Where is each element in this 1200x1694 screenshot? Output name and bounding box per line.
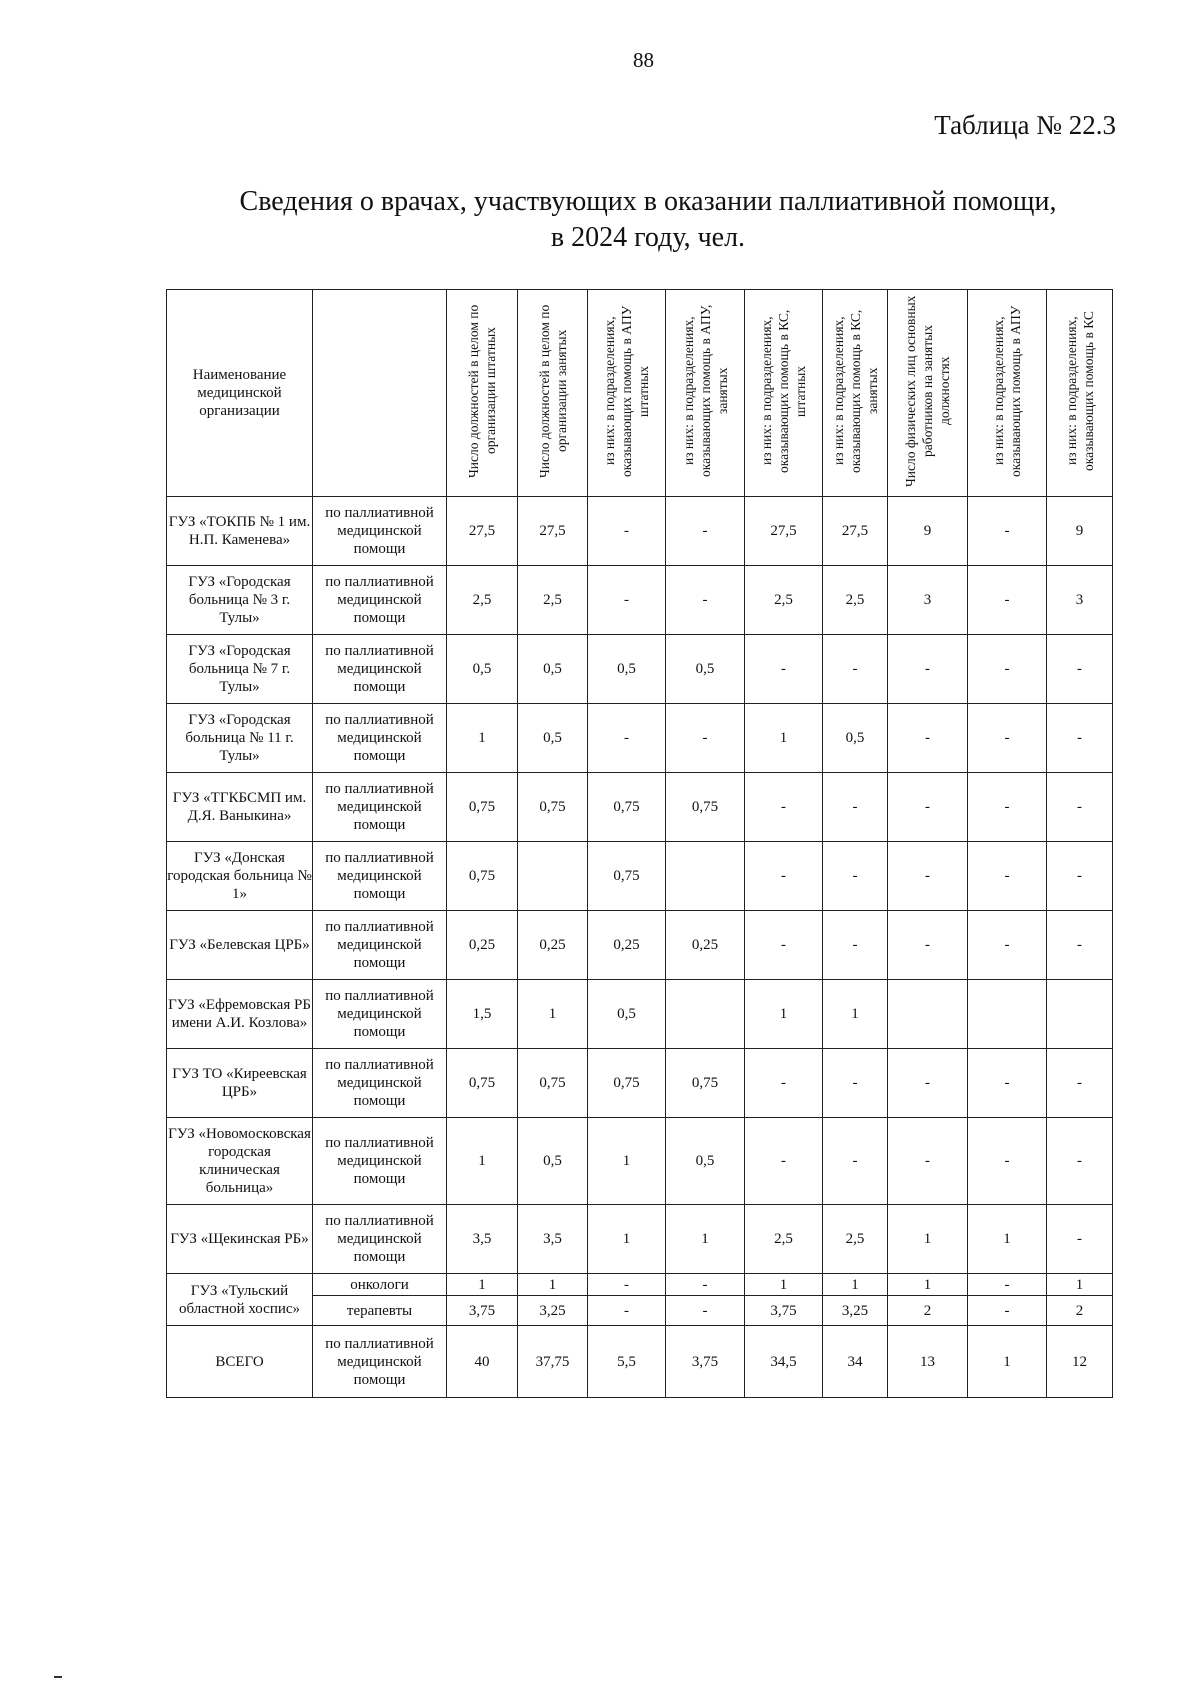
value-cell: 0,5 xyxy=(666,635,745,704)
value-cell: - xyxy=(968,1274,1047,1296)
header-c4-label: из них: в подразделениях, оказывающих помощь в АПУ, занятых xyxy=(680,304,730,477)
table-row xyxy=(167,704,1113,773)
value-cell: 1 xyxy=(745,980,823,1049)
value-cell: - xyxy=(888,704,968,773)
value-cell: 0,5 xyxy=(518,704,588,773)
value-cell: - xyxy=(968,635,1047,704)
value-cell: 1 xyxy=(518,980,588,1049)
margin-mark xyxy=(54,1676,62,1678)
table-row xyxy=(167,635,1113,704)
value-cell: 0,5 xyxy=(588,635,666,704)
specialty: по паллиативной медицинской помощи xyxy=(313,635,447,704)
value-cell: 2 xyxy=(1047,1296,1113,1326)
value-cell: 0,75 xyxy=(518,1049,588,1118)
value-cell: 1 xyxy=(588,1205,666,1274)
value-cell: - xyxy=(1047,773,1113,842)
value-cell: 2,5 xyxy=(745,1205,823,1274)
organization-name: ГУЗ «Новомосковская городская клиническая больница» xyxy=(167,1118,313,1205)
value-cell xyxy=(518,842,588,911)
value-cell: 0,5 xyxy=(666,1118,745,1205)
value-cell: - xyxy=(888,1049,968,1118)
value-cell: 2 xyxy=(888,1296,968,1326)
value-cell: - xyxy=(1047,1205,1113,1274)
value-cell: - xyxy=(745,842,823,911)
title-line-2: в 2024 году, чел. xyxy=(550,222,746,253)
value-cell: - xyxy=(1047,704,1113,773)
header-c2 xyxy=(518,290,588,497)
table-row xyxy=(167,1274,1113,1296)
value-cell: - xyxy=(745,911,823,980)
organization-name: ГУЗ «Городская больница № 7 г. Тулы» xyxy=(167,635,313,704)
header-c4 xyxy=(666,290,745,497)
value-cell: 0,75 xyxy=(447,842,518,911)
value-cell: - xyxy=(823,635,888,704)
value-cell: 2,5 xyxy=(447,566,518,635)
value-cell: 2,5 xyxy=(823,1205,888,1274)
value-cell: - xyxy=(666,1296,745,1326)
value-cell: 5,5 xyxy=(588,1326,666,1398)
table-row xyxy=(167,842,1113,911)
value-cell: - xyxy=(666,704,745,773)
value-cell: - xyxy=(745,773,823,842)
table-row xyxy=(167,497,1113,566)
value-cell: - xyxy=(1047,1049,1113,1118)
header-c5-label: из них: в подразделениях, оказывающих помощь в КС, штатных xyxy=(759,308,808,473)
value-cell: 27,5 xyxy=(518,497,588,566)
value-cell: - xyxy=(588,704,666,773)
value-cell: - xyxy=(968,704,1047,773)
value-cell: 9 xyxy=(1047,497,1113,566)
header-c1 xyxy=(447,290,518,497)
specialty: по паллиативной медицинской помощи xyxy=(313,1118,447,1205)
value-cell: 27,5 xyxy=(745,497,823,566)
specialty: по паллиативной медицинской помощи xyxy=(313,1049,447,1118)
value-cell: - xyxy=(666,566,745,635)
value-cell: 34 xyxy=(823,1326,888,1398)
header-c9 xyxy=(1047,290,1113,497)
value-cell: - xyxy=(888,773,968,842)
total-label: ВСЕГО xyxy=(167,1326,313,1398)
value-cell: 3,5 xyxy=(518,1205,588,1274)
header-c8-label: из них: в подразделениях, оказывающих помощь в АПУ xyxy=(991,304,1023,477)
value-cell: - xyxy=(745,1049,823,1118)
value-cell xyxy=(1047,980,1113,1049)
organization-name: ГУЗ «ТОКПБ № 1 им. Н.П. Каменева» xyxy=(167,497,313,566)
value-cell xyxy=(666,980,745,1049)
header-row xyxy=(167,290,1113,497)
value-cell: 0,25 xyxy=(588,911,666,980)
organization-name: ГУЗ «Ефремовская РБ имени А.И. Козлова» xyxy=(167,980,313,1049)
value-cell: 3 xyxy=(888,566,968,635)
specialty: по паллиативной медицинской помощи xyxy=(313,497,447,566)
value-cell: 12 xyxy=(1047,1326,1113,1398)
header-spec xyxy=(313,290,447,497)
table-row xyxy=(167,980,1113,1049)
header-c7 xyxy=(888,290,968,497)
total-row xyxy=(167,1326,1113,1398)
table-row xyxy=(167,566,1113,635)
specialty: по паллиативной медицинской помощи xyxy=(313,566,447,635)
specialty: по паллиативной медицинской помощи xyxy=(313,842,447,911)
value-cell: - xyxy=(823,1118,888,1205)
value-cell: 0,5 xyxy=(447,635,518,704)
value-cell: - xyxy=(745,1118,823,1205)
value-cell: 0,5 xyxy=(588,980,666,1049)
value-cell: - xyxy=(968,497,1047,566)
value-cell: - xyxy=(823,773,888,842)
header-org xyxy=(167,290,313,497)
value-cell: 3,75 xyxy=(745,1296,823,1326)
value-cell: 40 xyxy=(447,1326,518,1398)
value-cell: 0,5 xyxy=(823,704,888,773)
value-cell: - xyxy=(968,1118,1047,1205)
value-cell: - xyxy=(888,635,968,704)
organization-name: ГУЗ «Городская больница № 3 г. Тулы» xyxy=(167,566,313,635)
value-cell: 1 xyxy=(823,980,888,1049)
specialty: по паллиативной медицинской помощи xyxy=(313,911,447,980)
organization-name: ГУЗ «Щекинская РБ» xyxy=(167,1205,313,1274)
value-cell: 1 xyxy=(666,1205,745,1274)
header-c6 xyxy=(823,290,888,497)
value-cell: - xyxy=(968,1296,1047,1326)
value-cell: 0,75 xyxy=(588,1049,666,1118)
header-c6-label: из них: в подразделениях, оказывающих помощь в КС, занятых xyxy=(830,308,880,473)
page-number: 88 xyxy=(633,48,654,72)
value-cell: - xyxy=(588,1274,666,1296)
value-cell: - xyxy=(1047,911,1113,980)
organization-name: ГУЗ «Белевская ЦРБ» xyxy=(167,911,313,980)
value-cell: - xyxy=(745,635,823,704)
value-cell: 0,75 xyxy=(518,773,588,842)
value-cell: - xyxy=(823,842,888,911)
header-c3-label: из них: в подразделениях, оказывающих помощь в АПУ штатных xyxy=(602,304,651,477)
header-c8 xyxy=(968,290,1047,497)
specialty: по паллиативной медицинской помощи xyxy=(313,1326,447,1398)
organization-name: ГУЗ ТО «Киреевская ЦРБ» xyxy=(167,1049,313,1118)
value-cell: 13 xyxy=(888,1326,968,1398)
value-cell: - xyxy=(968,773,1047,842)
value-cell: 34,5 xyxy=(745,1326,823,1398)
value-cell: 1 xyxy=(447,704,518,773)
value-cell: 1 xyxy=(823,1274,888,1296)
value-cell: - xyxy=(1047,635,1113,704)
organization-name: ГУЗ «ТГКБСМП им. Д.Я. Ваныкина» xyxy=(167,773,313,842)
value-cell: 1 xyxy=(968,1326,1047,1398)
value-cell: - xyxy=(968,1049,1047,1118)
value-cell: 0,75 xyxy=(588,842,666,911)
header-c3 xyxy=(588,290,666,497)
value-cell: 1 xyxy=(745,1274,823,1296)
value-cell: 3,5 xyxy=(447,1205,518,1274)
value-cell: 0,75 xyxy=(588,773,666,842)
header-c2-label: Число должностей в целом по организации занятых xyxy=(536,303,569,478)
value-cell: 0,75 xyxy=(447,773,518,842)
value-cell: 2,5 xyxy=(823,566,888,635)
value-cell: 1 xyxy=(588,1118,666,1205)
value-cell: - xyxy=(588,497,666,566)
table-label: Таблица № 22.3 xyxy=(934,110,1116,140)
palliative-doctors-table xyxy=(166,289,1113,1398)
value-cell: 1 xyxy=(1047,1274,1113,1296)
value-cell: 27,5 xyxy=(447,497,518,566)
value-cell: 1 xyxy=(968,1205,1047,1274)
title-line-1: Сведения о врачах, участвующих в оказании паллиативной помощи, xyxy=(239,186,1057,217)
header-c1-label: Число должностей в целом по организации штатных xyxy=(466,303,498,478)
specialty: по паллиативной медицинской помощи xyxy=(313,980,447,1049)
specialty: по паллиативной медицинской помощи xyxy=(313,773,447,842)
value-cell: - xyxy=(823,911,888,980)
value-cell: 0,25 xyxy=(518,911,588,980)
organization-name: ГУЗ «Донская городская больница № 1» xyxy=(167,842,313,911)
value-cell: 3 xyxy=(1047,566,1113,635)
value-cell: 37,75 xyxy=(518,1326,588,1398)
value-cell: 27,5 xyxy=(823,497,888,566)
value-cell: 3,25 xyxy=(518,1296,588,1326)
value-cell: - xyxy=(968,911,1047,980)
value-cell: - xyxy=(666,1274,745,1296)
header-c7-label: Число физических лиц основных работников на занятых должностях xyxy=(903,294,952,487)
value-cell: 3,75 xyxy=(447,1296,518,1326)
value-cell: - xyxy=(1047,842,1113,911)
value-cell: 1 xyxy=(518,1274,588,1296)
value-cell xyxy=(888,980,968,1049)
value-cell: 0,5 xyxy=(518,635,588,704)
value-cell: 9 xyxy=(888,497,968,566)
value-cell: 2,5 xyxy=(745,566,823,635)
value-cell: 3,75 xyxy=(666,1326,745,1398)
table-row xyxy=(167,1118,1113,1205)
table-body xyxy=(167,497,1113,1398)
specialty: по паллиативной медицинской помощи xyxy=(313,704,447,773)
table-row xyxy=(167,1205,1113,1274)
value-cell: 1 xyxy=(447,1118,518,1205)
value-cell: - xyxy=(888,1118,968,1205)
specialty: онкологи xyxy=(313,1274,447,1296)
value-cell: - xyxy=(666,497,745,566)
table-row xyxy=(167,1049,1113,1118)
value-cell: 1 xyxy=(745,704,823,773)
value-cell: 2,5 xyxy=(518,566,588,635)
value-cell: 0,25 xyxy=(666,911,745,980)
value-cell: 1,5 xyxy=(447,980,518,1049)
header-org-label: Наименование медицинской организации xyxy=(192,367,287,419)
header-c9-label: из них: в подразделениях, оказывающих помощь в КС xyxy=(1063,310,1096,471)
table-title xyxy=(120,184,1176,256)
table-row xyxy=(167,911,1113,980)
value-cell: 0,75 xyxy=(666,1049,745,1118)
value-cell: 0,5 xyxy=(518,1118,588,1205)
table-row xyxy=(167,773,1113,842)
value-cell: - xyxy=(823,1049,888,1118)
value-cell: 1 xyxy=(447,1274,518,1296)
value-cell: - xyxy=(968,566,1047,635)
specialty: терапевты xyxy=(313,1296,447,1326)
organization-name: ГУЗ «Городская больница № 11 г. Тулы» xyxy=(167,704,313,773)
value-cell: 3,25 xyxy=(823,1296,888,1326)
value-cell: - xyxy=(968,842,1047,911)
value-cell: - xyxy=(588,566,666,635)
value-cell: - xyxy=(588,1296,666,1326)
value-cell: 0,25 xyxy=(447,911,518,980)
value-cell xyxy=(666,842,745,911)
value-cell: - xyxy=(1047,1118,1113,1205)
header-c5 xyxy=(745,290,823,497)
value-cell: 0,75 xyxy=(666,773,745,842)
value-cell: 1 xyxy=(888,1274,968,1296)
value-cell: - xyxy=(888,911,968,980)
specialty: по паллиативной медицинской помощи xyxy=(313,1205,447,1274)
value-cell: - xyxy=(888,842,968,911)
value-cell: 1 xyxy=(888,1205,968,1274)
value-cell xyxy=(968,980,1047,1049)
value-cell: 0,75 xyxy=(447,1049,518,1118)
organization-name: ГУЗ «Тульский областной хоспис» xyxy=(167,1274,313,1326)
